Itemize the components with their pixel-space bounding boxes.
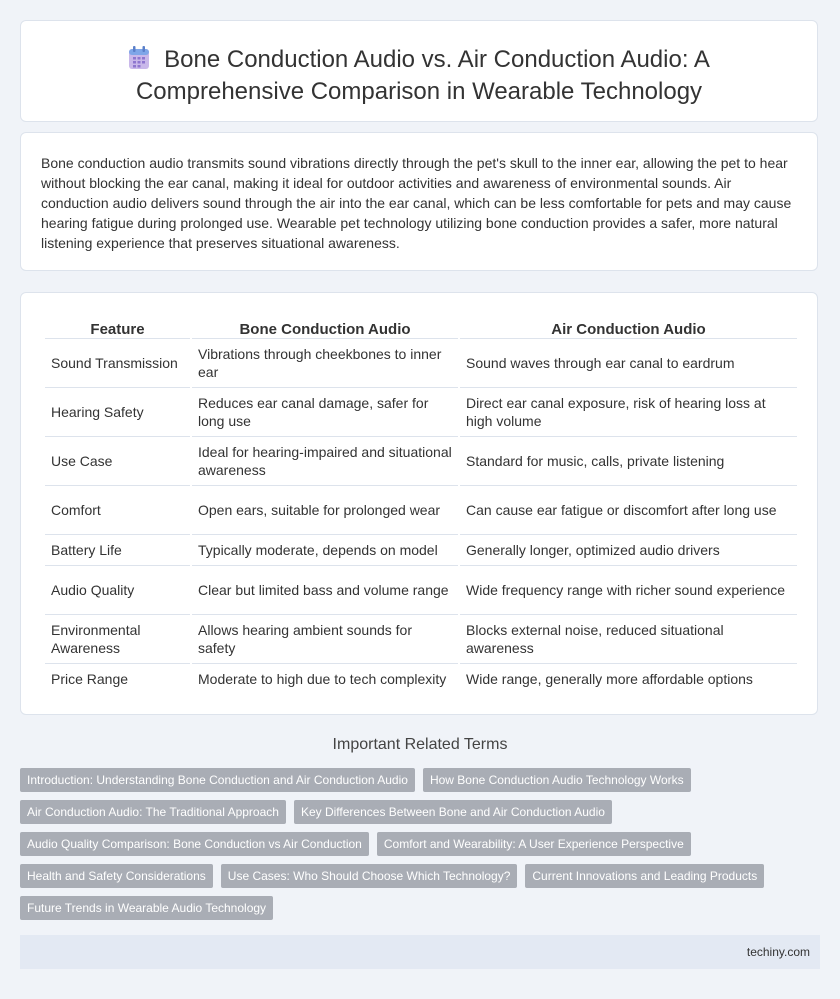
table-row <box>45 339 797 388</box>
footer-site-link[interactable]: techiny.com <box>746 945 810 959</box>
header-bone-conduction: Bone Conduction Audio <box>192 313 458 339</box>
bone-cell: Moderate to high due to tech complexity <box>198 671 447 687</box>
header-air-conduction: Air Conduction Audio <box>460 313 797 339</box>
bone-cell: Ideal for hearing-impaired and situational awareness <box>192 437 458 486</box>
bone-cell: Clear but limited bass and volume range <box>192 566 458 615</box>
related-term-tag[interactable]: Air Conduction Audio: The Traditional Approach <box>20 800 286 824</box>
related-term-tag[interactable]: Audio Quality Comparison: Bone Conduction vs Air Conduction <box>20 832 369 856</box>
page-title <box>61 45 777 106</box>
table-row <box>45 535 797 566</box>
table-row <box>45 664 797 694</box>
document-icon <box>128 46 150 77</box>
air-cell: Wide frequency range with richer sound experience <box>460 566 797 615</box>
air-cell: Standard for music, calls, private listening <box>460 437 797 486</box>
intro-card <box>20 132 818 271</box>
feature-cell: Price Range <box>51 671 129 687</box>
related-term-tag[interactable]: Current Innovations and Leading Products <box>525 864 764 888</box>
related-term-tag[interactable]: How Bone Conduction Audio Technology Works <box>423 768 691 792</box>
header-feature: Feature <box>45 313 190 339</box>
bone-cell: Open ears, suitable for prolonged wear <box>192 486 458 535</box>
air-cell: Sound waves through ear canal to eardrum <box>460 339 797 388</box>
title-card <box>20 20 818 122</box>
table-row <box>45 615 797 664</box>
feature-cell: Audio Quality <box>45 566 190 615</box>
air-cell: Direct ear canal exposure, risk of hearing loss at high volume <box>460 388 797 437</box>
related-term-tag[interactable]: Comfort and Wearability: A User Experience Perspective <box>377 832 691 856</box>
air-cell: Can cause ear fatigue or discomfort after long use <box>460 486 797 535</box>
bone-cell: Reduces ear canal damage, safer for long use <box>192 388 458 437</box>
related-term-tag[interactable]: Use Cases: Who Should Choose Which Technology? <box>221 864 518 888</box>
feature-cell: Comfort <box>45 486 190 535</box>
table-row <box>45 437 797 486</box>
bone-cell: Allows hearing ambient sounds for safety <box>192 615 458 664</box>
intro-paragraph: Bone conduction audio transmits sound vibrations directly through the pet's skull to the inner ear, allowing the pet to hear without blocking the ear canal, making it ideal for outdoor activities and awareness of environmental sounds. Air conduction audio delivers sound through the air into the ear canal, which can be less comfortable for pets and may cause hearing fatigue during prolonged use. Wearable pet technology utilizing bone conduction provides a safer, more natural listening experience that preserves situational awareness. <box>41 155 792 251</box>
comparison-table <box>43 313 799 694</box>
feature-cell: Battery Life <box>45 535 190 566</box>
table-row <box>45 566 797 615</box>
page-title-text: Bone Conduction Audio vs. Air Conduction Audio: A Comprehensive Comparison in Wearable Technology <box>135 46 710 105</box>
feature-cell: Sound Transmission <box>45 339 190 388</box>
table-row <box>45 486 797 535</box>
feature-cell: Use Case <box>45 437 190 486</box>
table-header-row <box>45 313 797 339</box>
related-terms-list <box>20 768 820 920</box>
air-cell: Blocks external noise, reduced situational awareness <box>460 615 797 664</box>
table-row <box>45 388 797 437</box>
feature-cell: Environmental Awareness <box>45 615 190 664</box>
air-cell: Wide range, generally more affordable options <box>466 671 753 687</box>
air-cell: Generally longer, optimized audio drivers <box>460 535 797 566</box>
related-term-tag[interactable]: Introduction: Understanding Bone Conduction and Air Conduction Audio <box>20 768 415 792</box>
bone-cell: Typically moderate, depends on model <box>192 535 458 566</box>
comparison-table-card <box>20 292 818 715</box>
feature-cell: Hearing Safety <box>45 388 190 437</box>
related-terms-title: Important Related Terms <box>332 736 508 753</box>
related-term-tag[interactable]: Health and Safety Considerations <box>20 864 213 888</box>
related-term-tag[interactable]: Future Trends in Wearable Audio Technology <box>20 896 273 920</box>
bone-cell: Vibrations through cheekbones to inner ear <box>192 339 458 388</box>
footer <box>20 935 820 969</box>
related-term-tag[interactable]: Key Differences Between Bone and Air Conduction Audio <box>294 800 612 824</box>
